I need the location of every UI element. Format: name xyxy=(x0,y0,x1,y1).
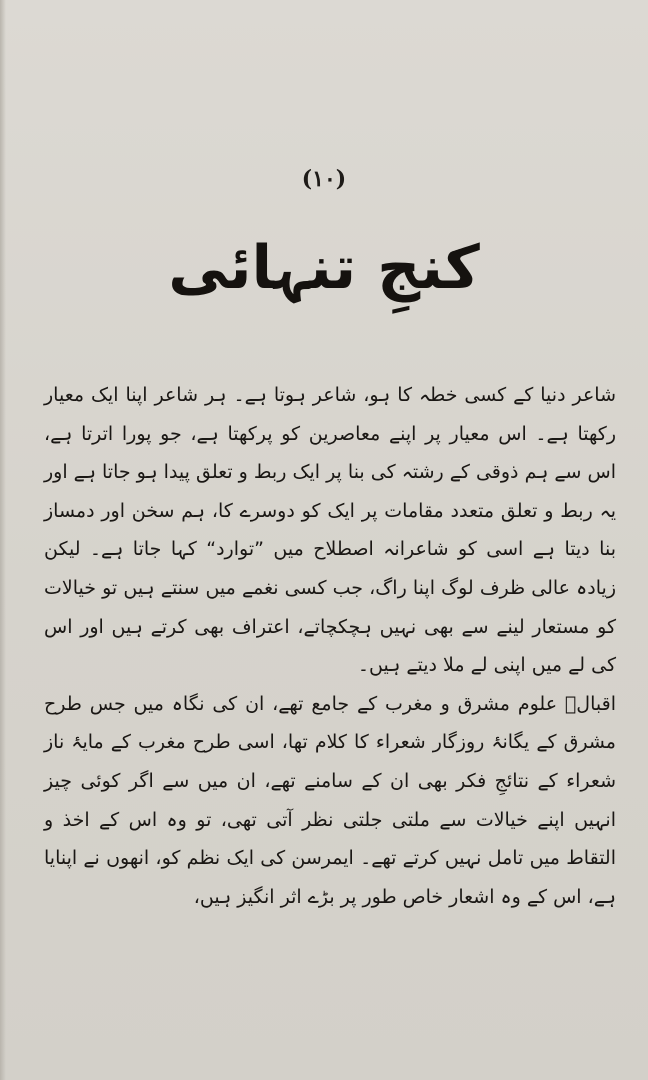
body-text xyxy=(44,376,616,916)
paragraph: شاعر دنیا کے کسی خطہ کا ہو، شاعر ہوتا ہے۔ ہر شاعر اپنا ایک معیار رکھتا ہے۔ اس معیار پر اپنے معاصرین کو پرکھتا ہے، جو پورا اترتا ہے، اس سے ہم ذوقی کے رشتہ کی بنا پر ایک ربط و تعلق پیدا ہو جاتا ہے اور یہ ربط و تعلق متعدد مقامات پر ایک کو دوسرے کا، ہم سخن اور دمساز بنا دیتا ہے اسی کو شاعرانہ اصطلاح میں ”توارد“ کہا جاتا ہے۔ لیکن زیادہ عالی ظرف لوگ اپنا راگ، جب کسی نغمے میں سنتے ہیں تو خیالات کو مستعار لینے سے بھی نہیں ہچکچاتے، اعتراف بھی کرتے ہیں اور اس کی لے میں اپنی لے ملا دیتے ہیں۔ xyxy=(44,384,616,677)
page-edge-shadow xyxy=(0,0,6,1080)
chapter-title: کنجِ تنہائی xyxy=(168,233,480,303)
page-number: (۱۰) xyxy=(301,166,347,192)
paragraph: اقبالؔ علوم مشرق و مغرب کے جامع تھے، ان کی نگاہ میں جس طرح مشرق کے یگانۂ روزگار شعراء کا کلام تھا، اسی طرح مغرب کے مایۂ ناز شعراء کے نتائجِ فکر بھی ان کے سامنے تھے، ان میں سے اگر کوئی چیز انہیں اپنے خیالات سے ملتی جلتی نظر آتی تھی، تو وہ اس کے اخذ و التقاط میں تامل نہیں کرتے تھے۔ ایمرسن کی ایک نظم کو، انھوں نے اپنایا ہے، اس کے وہ اشعار خاص طور پر بڑے اثر انگیز ہیں، xyxy=(44,692,616,908)
